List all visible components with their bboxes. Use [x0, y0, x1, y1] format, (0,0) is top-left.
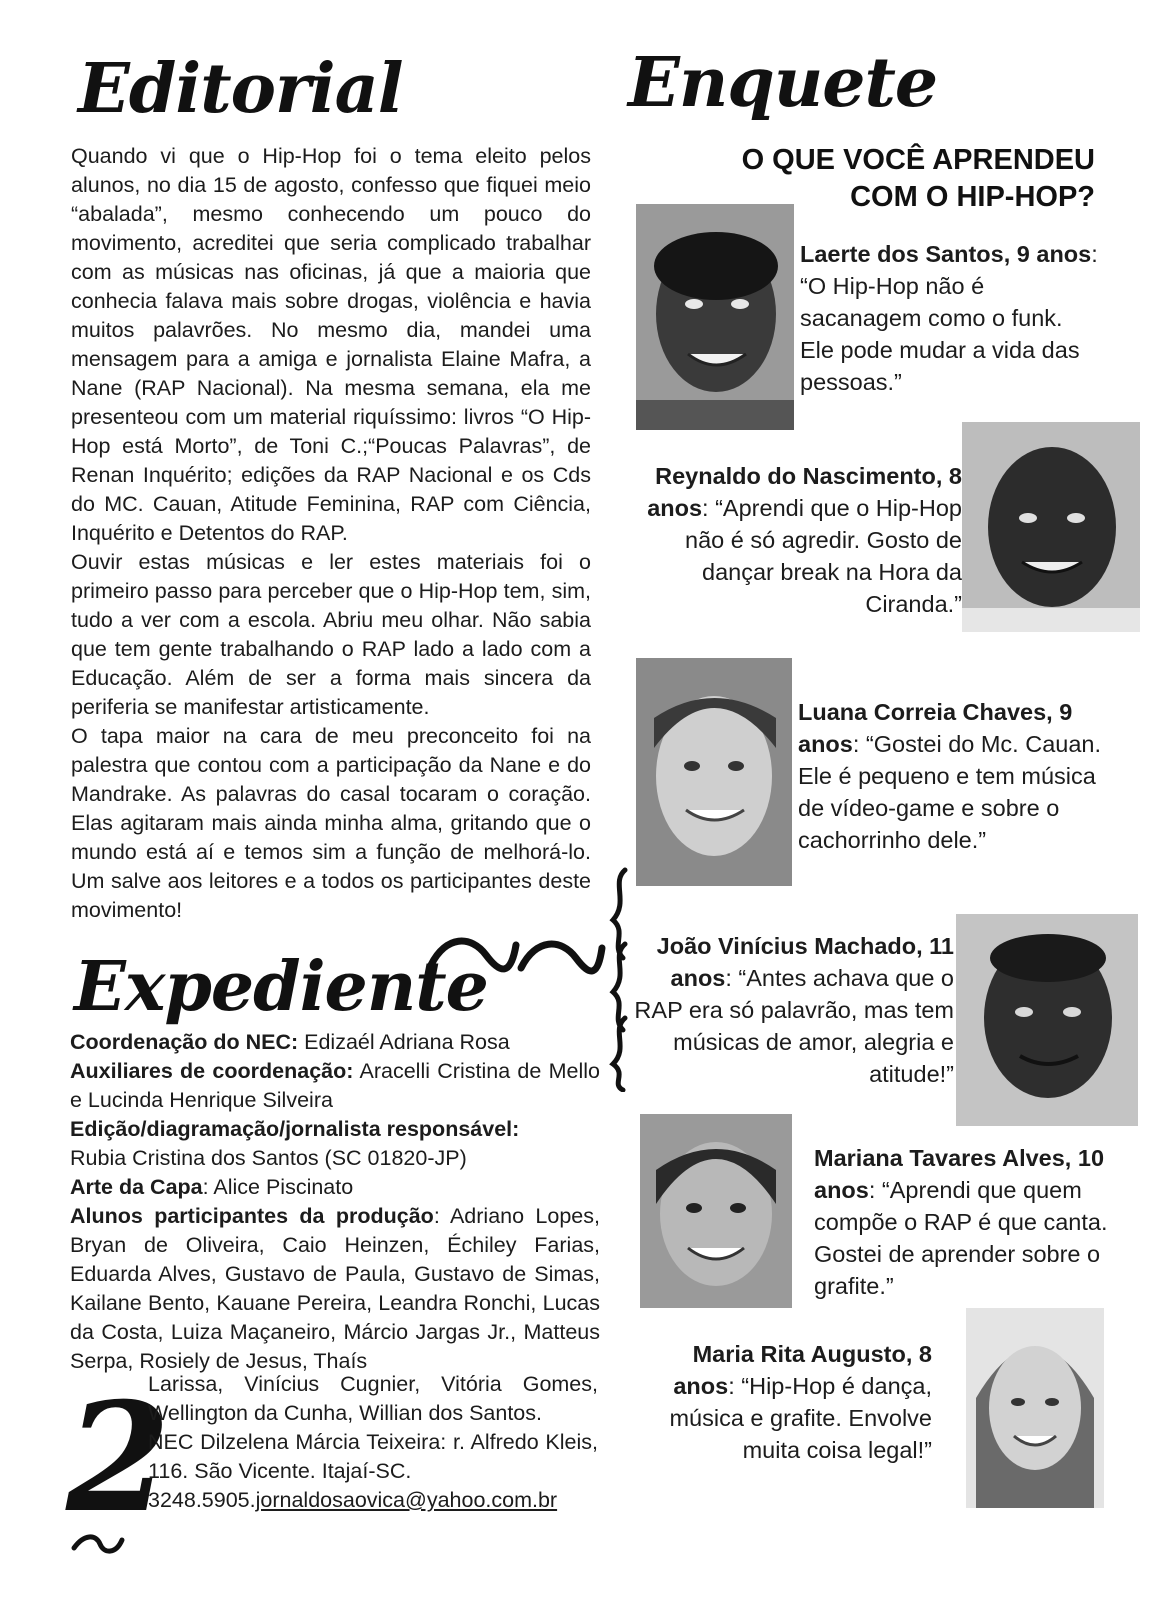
- entry-maria-rita: [640, 1338, 932, 1466]
- edicao-label: Edição/diagramação/jornalista responsável:: [70, 1117, 520, 1141]
- entry-name: Reynaldo do Nascimento, 8 anos: [647, 463, 962, 521]
- entry-name: Maria Rita Augusto, 8 anos: [673, 1341, 932, 1399]
- alunos-continued: Larissa, Vinícius Cugnier, Vitória Gomes, Wellington da Cunha, Willian dos Santos.: [148, 1372, 598, 1425]
- coordenacao-line: [70, 1028, 600, 1057]
- question-line-2: COM O HIP-HOP?: [850, 181, 1095, 213]
- edicao-value: Rubia Cristina dos Santos (SC 01820-JP): [70, 1146, 467, 1170]
- phone-text: 3248.5905.: [148, 1488, 256, 1512]
- entry-quote: : “Antes achava que o RAP era só palavrão, mas tem músicas de amor, alegria e atitude!”: [634, 965, 954, 1087]
- expediente-block: [70, 1028, 600, 1376]
- page-number-tilde-icon: [70, 1532, 126, 1556]
- portrait-icon: [636, 204, 794, 430]
- entry-laerte: [800, 238, 1100, 398]
- entry-reynaldo: [620, 460, 962, 620]
- entry-quote: : “Aprendi que quem compõe o RAP é que canta. Gostei de aprender sobre o grafite.”: [814, 1177, 1108, 1299]
- entry-quote: : “O Hip-Hop não é sacanagem como o funk. Ele pode mudar a vida das pessoas.”: [800, 241, 1098, 395]
- edicao-line: [70, 1115, 600, 1173]
- arte-label: Arte da Capa: [70, 1175, 203, 1199]
- photo-laerte: [636, 204, 794, 430]
- photo-maria-rita: [966, 1308, 1104, 1508]
- entry-quote: : “Aprendi que o Hip-Hop não é só agredir. Gosto de dançar break na Hora da Ciranda.”: [685, 495, 962, 617]
- entry-joao: [634, 930, 954, 1090]
- page-number: 2: [66, 1370, 170, 1546]
- expediente-title: Expediente: [74, 947, 488, 1027]
- entry-name: Luana Correia Chaves, 9 anos: [798, 699, 1073, 757]
- expediente-continued: [148, 1370, 598, 1515]
- entry-quote: : “Gostei do Mc. Cauan. Ele é pequeno e tem música de vídeo-game e sobre o cachorrinho dele.”: [798, 731, 1102, 853]
- editorial-paragraph-1: Quando vi que o Hip-Hop foi o tema eleito pelos alunos, no dia 15 de agosto, confesso que fiquei meio “abalada”, mesmo conhecendo um pouco do movimento, acreditei que seria complicado trabalhar com as músicas nas oficinas, já que a maioria que conhecia falava mais sobre drogas, violência e havia muitos palavrões. No mesmo dia, mandei uma mensagem para a amiga e jornalista Elaine Mafra, a Nane (RAP Nacional). Na mesma semana, ela me presenteou com um material riquíssimo: livros “O Hip-Hop está Morto”, de Toni C.;“Poucas Palavras”, de Renan Inquérito; edições da RAP Nacional e os Cds do MC. Cauan, Atitude Feminina, RAP com Ciência, Inquérito e Detentos do RAP.: [71, 144, 591, 545]
- alunos-value: : Adriano Lopes, Bryan de Oliveira, Caio Heinzen, Échiley Farias, Eduarda Alves, Gustavo de Paula, Gustavo de Simas, Kailane Bento, Kauane Pereira, Leandra Ronchi, Lucas da Costa, Luiza Maçaneiro, Márcio Jargas Jr., Matteus Serpa, Rosiely de Jesus, Thaís: [70, 1204, 600, 1373]
- enquete-title: Enquete: [628, 43, 938, 123]
- editorial-paragraph-3: O tapa maior na cara de meu preconceito foi na palestra que contou com a participação da Nane e do Mandrake. As palavras do casal tocaram o coração. Elas agitaram mais ainda minha alma, gritando que o mundo está aí e temos sim a função de melhorá-lo. Um salve aos leitores e a todos os participantes deste movimento!: [71, 724, 591, 922]
- editorial-title: Editorial: [78, 49, 403, 129]
- photo-reynaldo: [962, 422, 1140, 632]
- editorial-paragraph-2: Ouvir estas músicas e ler estes materiais foi o primeiro passo para perceber que o Hip-Hop tem, sim, tudo a ver com a escola. Abriu meu olhar. Não sabia que tem gente trabalhando o RAP lado a lado com a Educação. Além de ser a forma mais sincera da periferia se manifestar artisticamente.: [71, 550, 591, 719]
- question-line-1: O QUE VOCÊ APRENDEU: [741, 144, 1095, 176]
- editorial-body: [71, 142, 591, 925]
- entry-name: João Vinícius Machado, 11 anos: [656, 933, 954, 991]
- alunos-label: Alunos participantes da produção: [70, 1204, 434, 1228]
- auxiliares-value: Aracelli Cristina de Mello e Lucinda Henrique Silveira: [70, 1059, 600, 1112]
- photo-joao: [956, 914, 1138, 1126]
- arte-line: [70, 1173, 600, 1202]
- alunos-line: [70, 1202, 600, 1376]
- entry-quote: : “Hip-Hop é dança, música e grafite. Envolve muita coisa legal!”: [669, 1373, 932, 1463]
- auxiliares-line: [70, 1057, 600, 1115]
- portrait-icon: [966, 1308, 1104, 1508]
- arte-value: : Alice Piscinato: [202, 1175, 354, 1199]
- portrait-icon: [636, 658, 792, 886]
- brace-ornament-icon: [603, 862, 637, 1092]
- entry-name: Laerte dos Santos, 9 anos: [800, 241, 1092, 267]
- email-link[interactable]: jornaldosaovica@yahoo.com.br: [255, 1488, 558, 1512]
- photo-mariana: [640, 1114, 792, 1308]
- entry-luana: [798, 696, 1128, 856]
- portrait-icon: [956, 914, 1138, 1126]
- contact-line: [148, 1486, 598, 1515]
- entry-mariana: [814, 1142, 1134, 1302]
- photo-luana: [636, 658, 792, 886]
- portrait-icon: [962, 422, 1140, 632]
- portrait-icon: [640, 1114, 792, 1308]
- entry-name: Mariana Tavares Alves, 10 anos: [814, 1145, 1105, 1203]
- address-line: NEC Dilzelena Márcia Teixeira: r. Alfredo Kleis, 116. São Vicente. Itajaí-SC.: [148, 1430, 598, 1483]
- auxiliares-label: Auxiliares de coordenação:: [70, 1059, 354, 1083]
- coordenacao-label: Coordenação do NEC:: [70, 1030, 299, 1054]
- coordenacao-value: Edizaél Adriana Rosa: [298, 1030, 510, 1054]
